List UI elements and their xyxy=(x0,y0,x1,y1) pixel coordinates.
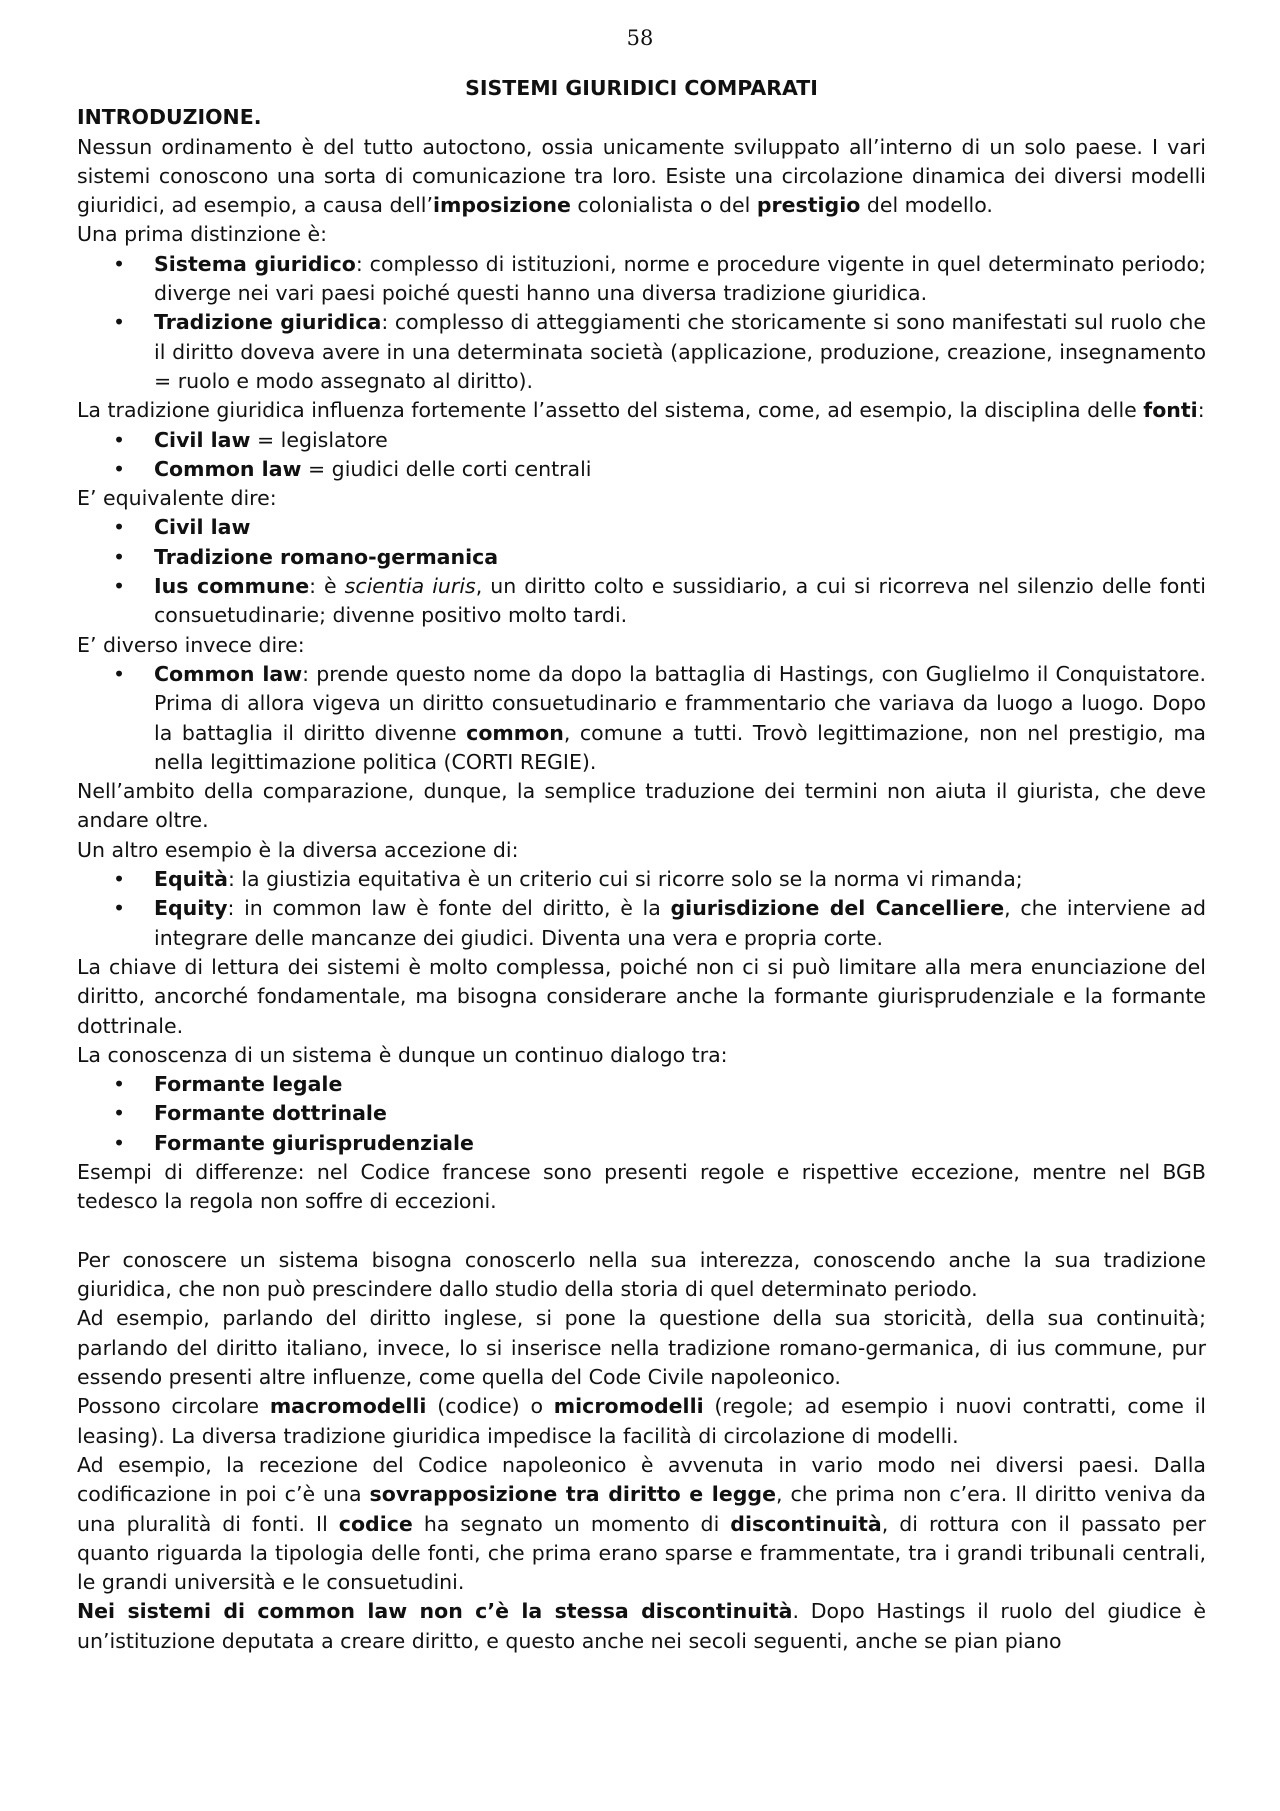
paragraph-spacer xyxy=(77,1217,1206,1246)
text-run: : xyxy=(1197,398,1205,423)
bold-text: imposizione xyxy=(432,193,571,218)
bullet-icon: • xyxy=(113,1072,126,1097)
bold-text: macromodelli xyxy=(269,1394,427,1419)
text-run: , che interviene ad integrare delle mancanze dei giudici. Diventa una vera e propria corte. xyxy=(154,896,1207,950)
text-run: : la giustizia equitativa è un criterio cui si ricorre solo se la norma vi rimanda; xyxy=(227,867,1023,892)
text-run: = legislatore xyxy=(250,427,388,452)
text-run: . Dopo Hastings il ruolo del giudice è un’istituzione deputata a creare diritto, e questo anche nei secoli seguenti, anche se pian piano xyxy=(77,1599,1206,1653)
text-run: Ad esempio, parlando del diritto inglese, si pone la questione della sua storicità, della sua continuità; parlando del diritto italiano, invece, lo si inserisce nella tradizione romano-germanica, di ius commune, pur essendo presenti altre influenze, come quella del Code Civile napoleonico. xyxy=(77,1306,1206,1390)
text-run: , di rottura con il passato per quanto riguarda la tipologia delle fonti, che prima erano sparse e frammentate, tra i grandi tribunali centrali, le grandi università e le consuetudini. xyxy=(77,1511,1206,1595)
bullet-list xyxy=(77,250,1206,396)
bold-text: codice xyxy=(338,1511,413,1536)
paragraph xyxy=(77,631,1206,660)
bold-text: Tradizione giuridica xyxy=(154,310,382,335)
paragraph xyxy=(77,836,1206,865)
text-run: La conoscenza di un sistema è dunque un continuo dialogo tra: xyxy=(77,1042,728,1067)
paragraph xyxy=(77,1158,1206,1217)
paragraph xyxy=(77,1597,1206,1656)
bold-text: common xyxy=(466,720,564,745)
list-item xyxy=(77,894,1206,953)
text-run: Nessun ordinamento è del tutto autoctono, ossia unicamente sviluppato all’interno di un solo paese. I vari sistemi conoscono una sorta di comunicazione tra loro. Esiste una circolazione dinamica dei diversi modelli giuridici, ad esempio, a causa dell’ xyxy=(77,134,1206,218)
text-run: colonialista o del xyxy=(570,193,757,218)
paragraph xyxy=(77,484,1206,513)
list-item xyxy=(77,513,1206,542)
page-number: 58 xyxy=(626,26,654,50)
text-run: : in common law è fonte del diritto, è la xyxy=(227,896,671,921)
bold-text: Common law xyxy=(154,661,303,686)
list-item xyxy=(77,1129,1206,1158)
text-run: Una prima distinzione è: xyxy=(77,222,328,247)
text-run: Possono circolare xyxy=(77,1394,270,1419)
bullet-icon: • xyxy=(113,661,126,686)
bold-text: Formante dottrinale xyxy=(154,1101,387,1126)
list-item xyxy=(77,250,1206,309)
text-run: , un diritto colto e sussidiario, a cui si ricorreva nel silenzio delle fonti consuetudinarie; divenne positivo molto tardi. xyxy=(154,574,1206,628)
bold-text: discontinuità xyxy=(730,1511,882,1536)
text-run: La tradizione giuridica influenza fortemente l’assetto del sistema, come, ad esempio, la disciplina delle xyxy=(77,398,1144,423)
text-run: Esempi di differenze: nel Codice francese sono presenti regole e rispettive eccezione, mentre nel BGB tedesco la regola non soffre di eccezioni. xyxy=(77,1159,1206,1214)
bold-text: Common law xyxy=(154,456,302,481)
list-item xyxy=(77,308,1206,396)
paragraph xyxy=(77,1041,1206,1070)
bold-text: fonti xyxy=(1143,398,1198,423)
italic-text: scientia iuris xyxy=(344,574,476,599)
text-run: E’ diverso invece dire: xyxy=(77,632,305,657)
bullet-icon: • xyxy=(113,515,126,540)
text-run: : complesso di atteggiamenti che storicamente si sono manifestati sul ruolo che il diritto doveva avere in una determinata società (applicazione, produzione, creazione, insegnamento = ruolo e modo assegnato al diritto). xyxy=(154,310,1207,393)
text-run: Un altro esempio è la diversa accezione di: xyxy=(77,837,519,862)
bullet-list xyxy=(77,865,1206,953)
section-heading: INTRODUZIONE. xyxy=(77,105,262,130)
bullet-icon: • xyxy=(113,427,126,452)
text-run: , che prima non c’era. Il diritto veniva da una pluralità di fonti. Il xyxy=(77,1482,1206,1536)
text-run: : è xyxy=(309,574,345,599)
bullet-icon: • xyxy=(113,544,126,569)
paragraph xyxy=(77,220,1206,249)
paragraph xyxy=(77,953,1206,1041)
bold-text: giurisdizione del Cancelliere xyxy=(670,896,1005,921)
document-body xyxy=(77,74,1206,1656)
list-item xyxy=(77,455,1206,484)
bullet-icon: • xyxy=(113,1130,126,1155)
text-run: del modello. xyxy=(860,193,993,218)
paragraph xyxy=(77,777,1206,836)
text-blocks xyxy=(77,133,1206,1656)
list-item xyxy=(77,426,1206,455)
bullet-icon: • xyxy=(113,574,126,599)
list-item xyxy=(77,865,1206,894)
text-run: La chiave di lettura dei sistemi è molto complessa, poiché non ci si può limitare alla mera enunciazione del diritto, ancorché fondamentale, ma bisogna considerare anche la formante giurisprudenziale e la formante dottrinale. xyxy=(77,954,1206,1038)
bold-text: Nei sistemi di common law non c’è la stessa discontinuità xyxy=(77,1599,793,1624)
text-run: : prende questo nome da dopo la battaglia di Hastings, con Guglielmo il Conquistatore. Prima di allora vigeva un diritto consuetudinario e frammentario che variava da luogo a luogo. Dopo la battaglia il diritto divenne xyxy=(154,661,1206,745)
bold-text: Equità xyxy=(154,867,228,892)
bullet-list xyxy=(77,1070,1206,1158)
bold-text: Tradizione romano-germanica xyxy=(154,544,499,569)
bold-text: Equity xyxy=(154,896,228,921)
bullet-list xyxy=(77,426,1206,485)
text-run: : complesso di istituzioni, norme e procedure vigente in quel determinato periodo; diverge nei vari paesi poiché questi hanno una diversa tradizione giuridica. xyxy=(154,251,1206,306)
paragraph xyxy=(77,396,1206,425)
bullet-list xyxy=(77,513,1206,630)
text-run: (regole; ad esempio i nuovi contratti, come il leasing). La diversa tradizione giuridica impedisce la facilità di circolazione di modelli. xyxy=(77,1394,1206,1448)
text-run: = giudici delle corti centrali xyxy=(301,456,592,481)
paragraph xyxy=(77,1451,1206,1597)
paragraph xyxy=(77,133,1206,221)
bold-text: Civil law xyxy=(154,515,251,540)
bold-text: micromodelli xyxy=(553,1394,704,1419)
bold-text: Civil law xyxy=(154,427,251,452)
text-run: (codice) o xyxy=(426,1394,554,1419)
bold-text: sovrapposizione tra diritto e legge xyxy=(369,1482,776,1507)
paragraph xyxy=(77,1246,1206,1305)
bullet-icon: • xyxy=(113,867,126,892)
list-item xyxy=(77,572,1206,631)
text-run: E’ equivalente dire: xyxy=(77,486,277,511)
bullet-icon: • xyxy=(113,456,126,481)
bold-text: Sistema giuridico xyxy=(154,251,356,276)
paragraph xyxy=(77,1304,1206,1392)
bullet-icon: • xyxy=(113,896,126,921)
paragraph xyxy=(77,1392,1206,1451)
text-run: ha segnato un momento di xyxy=(412,1511,731,1536)
text-run: Per conoscere un sistema bisogna conoscerlo nella sua interezza, conoscendo anche la sua tradizione giuridica, che non può prescindere dallo studio della storia di quel determinato periodo. xyxy=(77,1247,1206,1302)
text-run: Nell’ambito della comparazione, dunque, la semplice traduzione dei termini non aiuta il giurista, che deve andare oltre. xyxy=(77,779,1206,833)
list-item xyxy=(77,1099,1206,1128)
bullet-icon: • xyxy=(113,251,126,276)
list-item xyxy=(77,660,1206,777)
bold-text: prestigio xyxy=(756,193,861,218)
bullet-list xyxy=(77,660,1206,777)
document-title: SISTEMI GIURIDICI COMPARATI xyxy=(465,76,818,100)
bold-text: Formante giurisprudenziale xyxy=(154,1130,474,1155)
text-run: , comune a tutti. Trovò legittimazione, non nel prestigio, ma nella legittimazione politica (CORTI REGIE). xyxy=(154,720,1206,774)
list-item xyxy=(77,543,1206,572)
bold-text: Ius commune xyxy=(154,574,310,599)
list-item xyxy=(77,1070,1206,1099)
bold-text: Formante legale xyxy=(154,1072,343,1097)
text-run: Ad esempio, la recezione del Codice napoleonico è avvenuta in vario modo nei diversi paesi. Dalla codificazione in poi c’è una xyxy=(77,1452,1206,1507)
bullet-icon: • xyxy=(113,1101,126,1126)
bullet-icon: • xyxy=(113,310,126,335)
